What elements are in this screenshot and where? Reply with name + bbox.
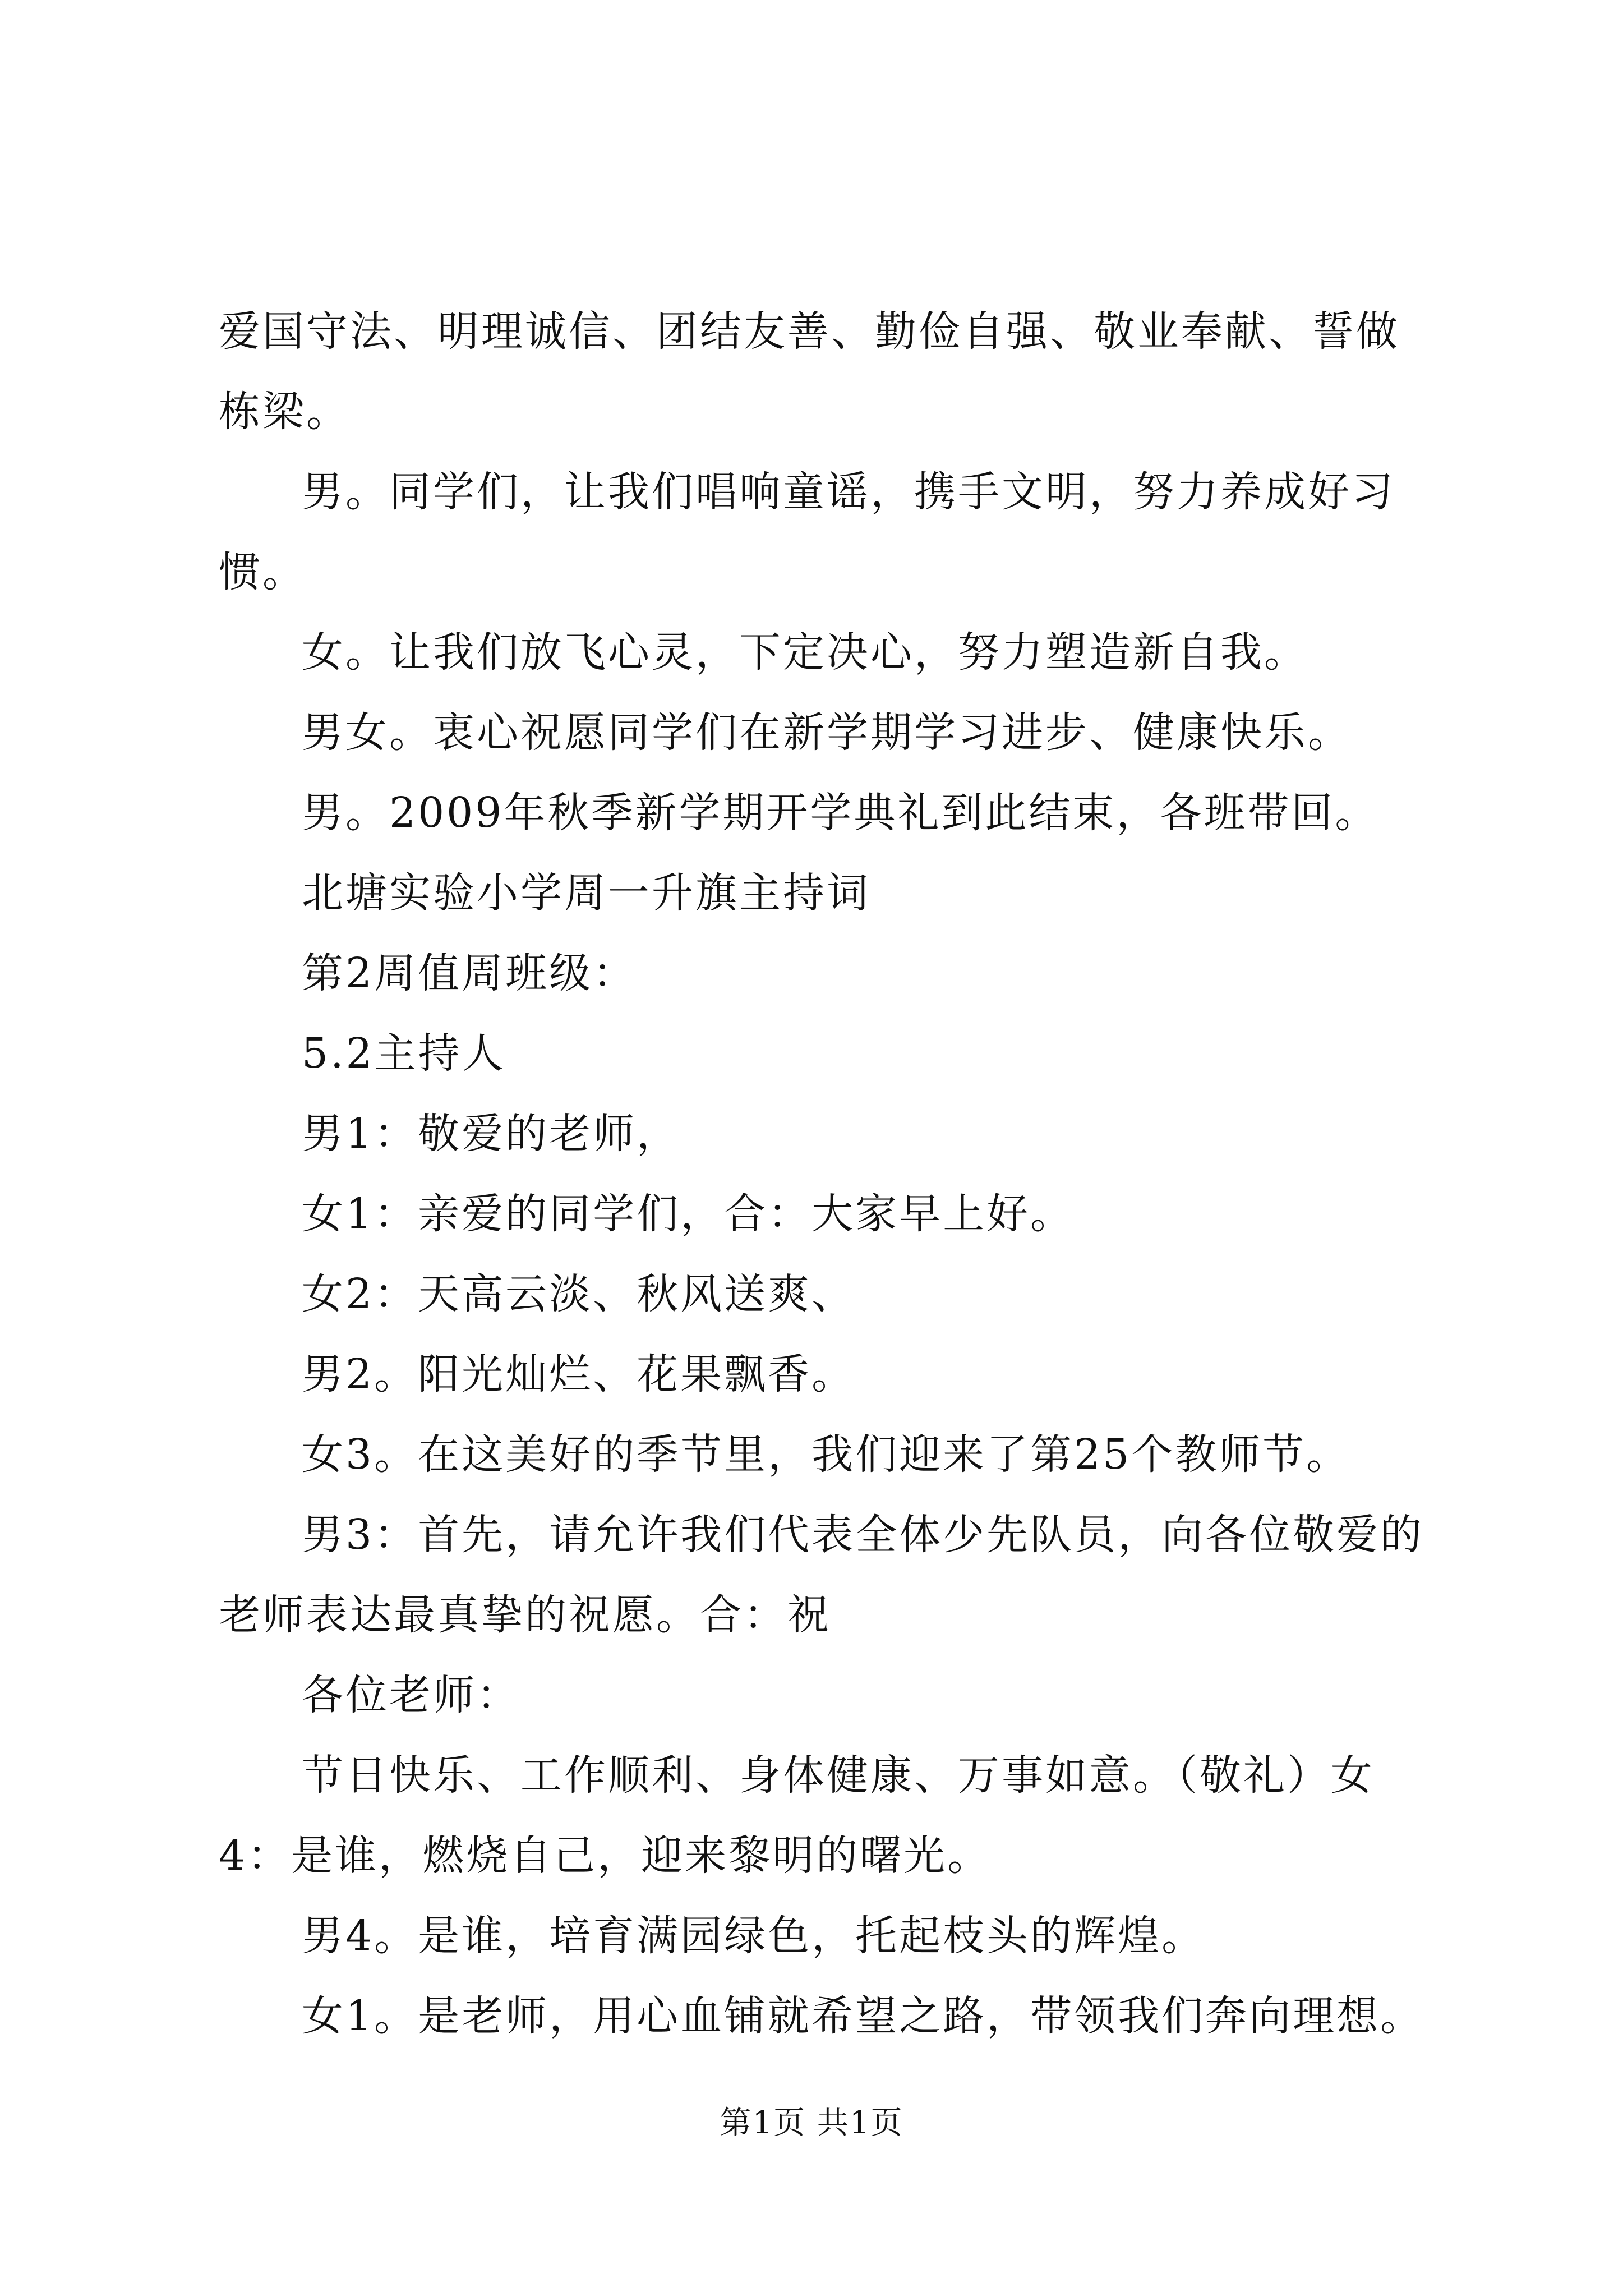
paragraph: 北塘实验小学周一升旗主持词 [302, 869, 870, 917]
paragraph: 女。让我们放飞心灵，下定决心，努力塑造新自我。 [302, 628, 1308, 677]
paragraph: 男女。衷心祝愿同学们在新学期学习进步、健康快乐。 [302, 708, 1352, 757]
paragraph: 节日快乐、工作顺利、身体健康、万事如意。（敬礼）女4：是谁，燃烧自己，迎来黎明的曙光。 [219, 1751, 1375, 1880]
document-body [219, 292, 1441, 2056]
paragraph: 男4。是谁，培育满园绿色，托起枝头的辉煌。 [302, 1912, 1206, 1960]
paragraph: 各位老师： [302, 1671, 520, 1719]
page-footer: 第1页 共1页 [720, 2105, 903, 2141]
paragraph: 女1。是老师，用心血铺就希望之路，带领我们奔向理想。 [302, 1992, 1424, 2040]
paragraph: 女1：亲爱的同学们，合：大家早上好。 [302, 1190, 1075, 1238]
paragraph: 5.2主持人 [302, 1029, 506, 1078]
paragraph: 男1：敬爱的老师， [302, 1110, 681, 1158]
paragraph: 女2：天高云淡、秋风送爽、 [302, 1270, 856, 1318]
paragraph: 女3。在这美好的季节里，我们迎来了第25个教师节。 [302, 1430, 1350, 1479]
paragraph: 男2。阳光灿烂、花果飘香。 [302, 1350, 856, 1398]
paragraph: 男。同学们，让我们唱响童谣，携手文明，努力养成好习惯。 [219, 468, 1395, 596]
paragraph: 爱国守法、明理诚信、团结友善、勤俭自强、敬业奉献、誓做栋梁。 [219, 307, 1400, 436]
paragraph: 第2周值周班级： [302, 949, 637, 997]
paragraph: 男。2009年秋季新学期开学典礼到此结束，各班带回。 [302, 789, 1379, 837]
paragraph: 男3：首先，请允许我们代表全体少先队员，向各位敬爱的老师表达最真挚的祝愿。合：祝 [219, 1511, 1424, 1639]
